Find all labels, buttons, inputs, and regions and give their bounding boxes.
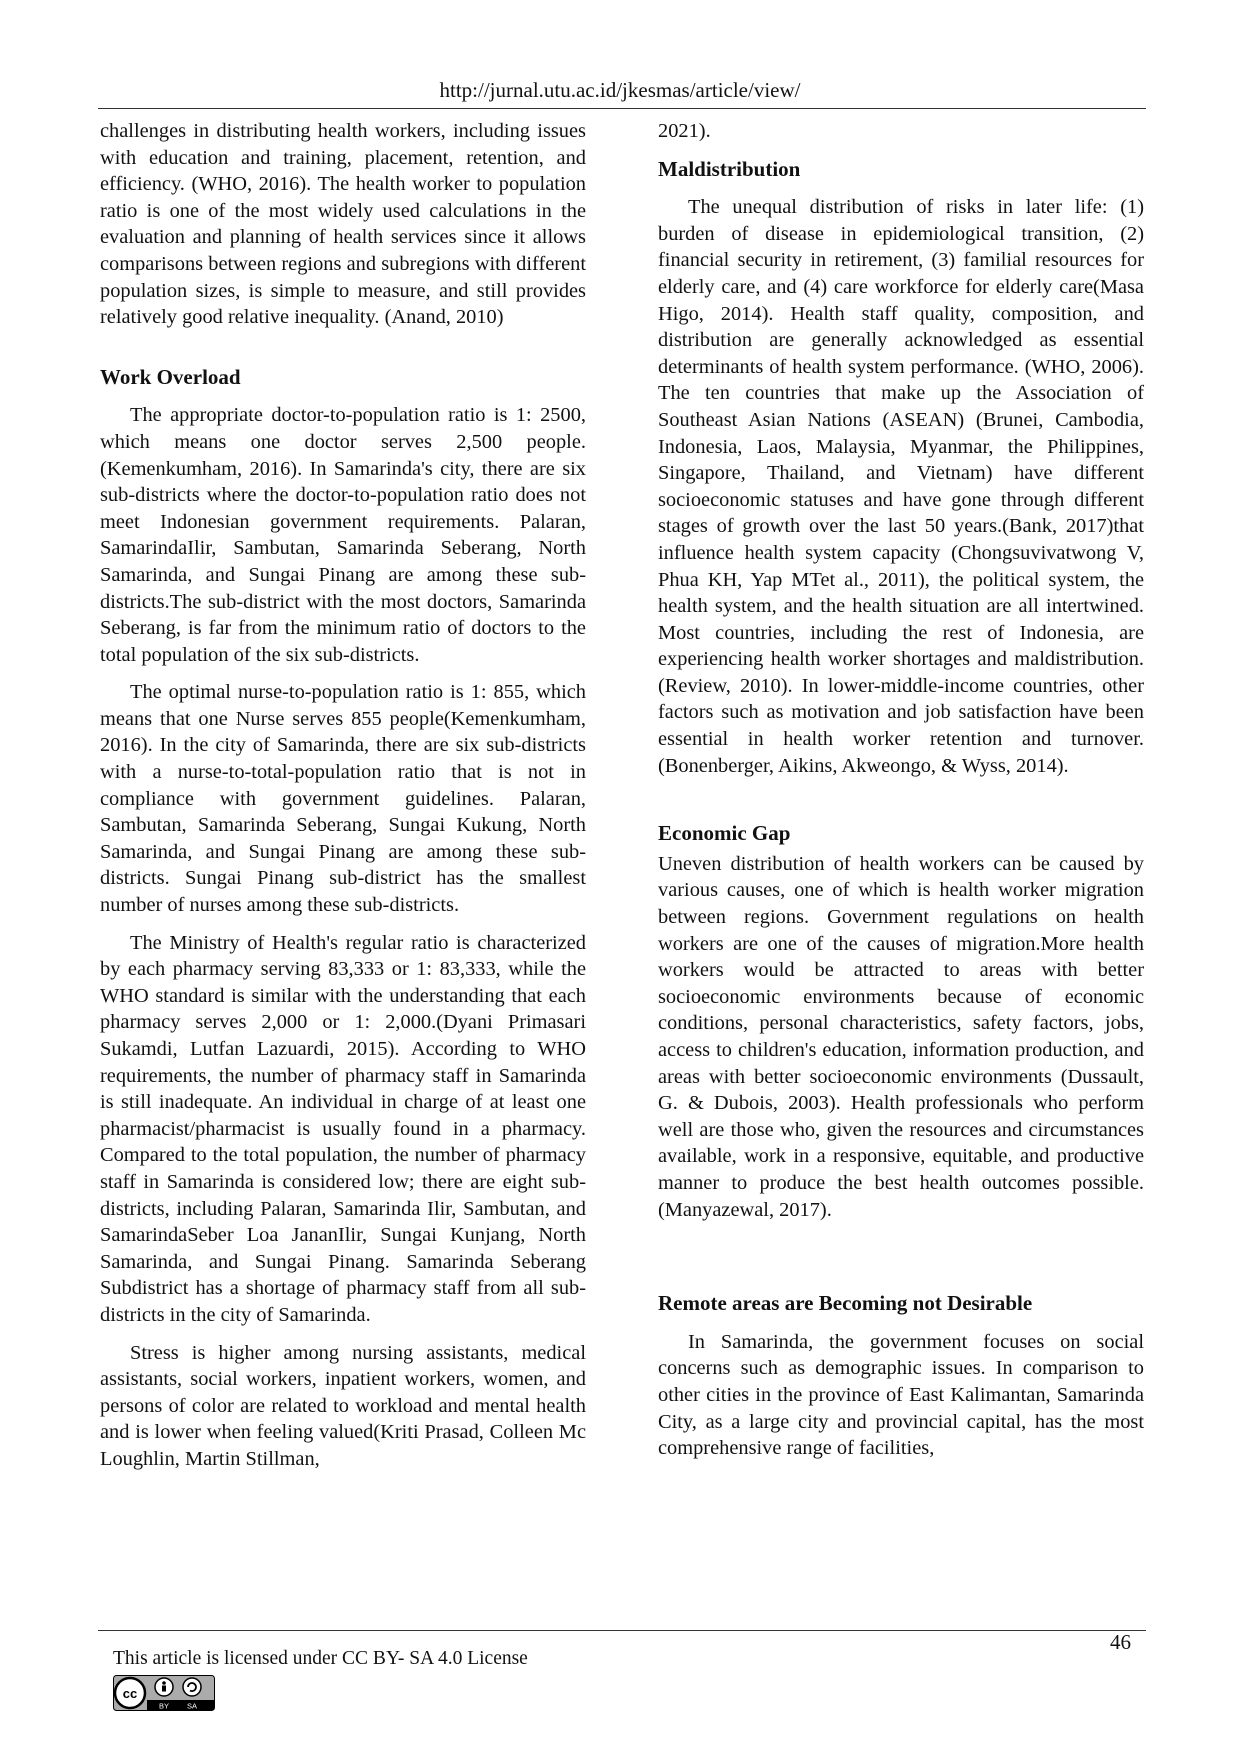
heading-remote-areas: Remote areas are Becoming not Desirable [658,1291,1033,1316]
badge-sa-label: SA [186,1701,198,1711]
remote-areas-paragraph: In Samarinda, the government focuses on social concerns such as demographic issues. In comparison to other cities in the province of East Kalimantan, Samarinda City, as a large city and provincial capital, has the most comprehensive range of facilities, [658,1330,1144,1460]
heading-economic-gap: Economic Gap [658,821,791,846]
nurse-ratio-paragraph: The optimal nurse-to-population ratio is 1: 855, which means that one Nurse serves 855 people(Kemenkumham, 2016). In the city of Samarinda, there are six sub-districts with a nurse-to-total-population ratio that is not in compliance with government guidelines. Palaran, Sambutan, Samarinda Seberang, Sungai Kukung, North Samarinda, and Sungai Pinang are among these sub-districts. Sungai Pinang sub-district has the smallest number of nurses among these sub-districts. [100,681,586,917]
page-number: 46 [1110,1630,1131,1654]
svg-text:cc: cc [122,1686,138,1701]
badge-by-label: BY [158,1701,170,1711]
economic-gap-paragraph: Uneven distribution of health workers can be caused by various causes, one of which is health worker migration between regions. Government regulations on health workers are one of the causes of migration.More health workers would be attracted to areas with better socioeconomic environments because of economic conditions, personal characteristics, safety factors, jobs, access to children's education, information production, and areas with better socioeconomic environments (Dussault, G. & Dubois, 2003). Health professionals who perform well are those who, given the resources and circumstances available, work in a responsive, equitable, and productive manner to produce the best health outcomes possible. (Manyazewal, 2017). [658,852,1144,1221]
heading-work-overload: Work Overload [100,364,241,389]
cc-by-sa-icon [113,1675,215,1711]
pharmacy-ratio-paragraph: The Ministry of Health's regular ratio is characterized by each pharmacy serving 83,333 or 1: 83,333, while the WHO standard is similar with the understanding that each pharmacy serves 2,000 or 1: 2,000.(Dyani Primasari Sukamdi, Lutfan Lazuardi, 2015). According to WHO requirements, the number of pharmacy staff in Samarinda is still inadequate. An individual in charge of at least one pharmacist/pharmacist is usually found in a pharmacy. Compared to the total population, the number of pharmacy staff in Samarinda is considered low; there are eight sub-districts, including Palaran, Samarinda Ilir, Sambutan, and SamarindaSeber Loa JananIlir, Sungai Kunjang, North Samarinda, and Sungai Pinang. Samarinda Seberang Subdistrict has a shortage of pharmacy staff from all sub-districts in the city of Samarinda. [100,931,586,1326]
doctor-ratio-paragraph: The appropriate doctor-to-population ratio is 1: 2500, which means one doctor serves 2,500 people. (Kemenkumham, 2016). In Samarinda's city, there are six sub-districts where the doctor-to-population ratio does not meet Indonesian government requirements. Palaran, SamarindaIlir, Sambutan, Samarinda Seberang, North Samarinda, and Sungai Pinang are among these sub-districts.The sub-district with the most doctors, Samarinda Seberang, is far from the minimum ratio of doctors to the total population of the six sub-districts. [100,404,586,666]
maldistribution-paragraph: The unequal distribution of risks in later life: (1) burden of disease in epidemiological transition, (2) financial security in retirement, (3) familial resources for elderly care, and (4) care workforce for elderly care(Masa Higo, 2014). Health staff quality, composition, and distribution are generally acknowledged as essential determinants of health system performance. (WHO, 2006). The ten countries that make up the Association of Southeast Asian Nations (ASEAN) (Brunei, Cambodia, Indonesia, Laos, Malaysia, Myanmar, the Philippines, Singapore, Thailand, and Vietnam) have different socioeconomic statuses and have gone through different stages of growth over the last 50 years.(Bank, 2017)that influence health system capacity (Chongsuvivatwong V, Phua KH, Yap MTet al., 2011), the political system, the health system, and the health situation are all intertwined. Most countries, including the rest of Indonesia, are experiencing health worker shortages and maldistribution. (Review, 2010). In lower-middle-income countries, other factors such as motivation and job satisfaction have been essential in health worker retention and turnover. (Bonenberger, Aikins, Akweongo, & Wyss, 2014). [658,196,1144,777]
spacer [100,342,586,364]
left-column [100,118,586,1484]
stress-paragraph: Stress is higher among nursing assistants, medical assistants, social workers, inpatient workers, women, and persons of color are related to workload and mental health and is lower when feeling valued(Kriti Prasad, Colleen Mc Loughlin, Martin Stillman, [100,1341,586,1470]
spacer [658,1234,1144,1290]
footer-divider [98,1630,1146,1631]
right-column [658,118,1144,1473]
header-divider [98,108,1146,109]
intro-paragraph: challenges in distributing health workers, including issues with education and training, placement, retention, and efficiency. (WHO, 2016). The health worker to population ratio is one of the most widely used calculations in the evaluation and planning of health services since it allows comparisons between regions and subregions with different population sizes, is simple to measure, and still provides relatively good relative inequality. (Anand, 2010) [100,120,586,329]
journal-url: http://jurnal.utu.ac.id/jkesmas/article/view/ [439,78,801,102]
license-notice: This article is licensed under CC BY- SA 4.0 License [113,1648,528,1669]
continued-citation: 2021). [658,120,711,142]
heading-maldistribution: Maldistribution [658,156,801,181]
spacer [658,790,1144,820]
